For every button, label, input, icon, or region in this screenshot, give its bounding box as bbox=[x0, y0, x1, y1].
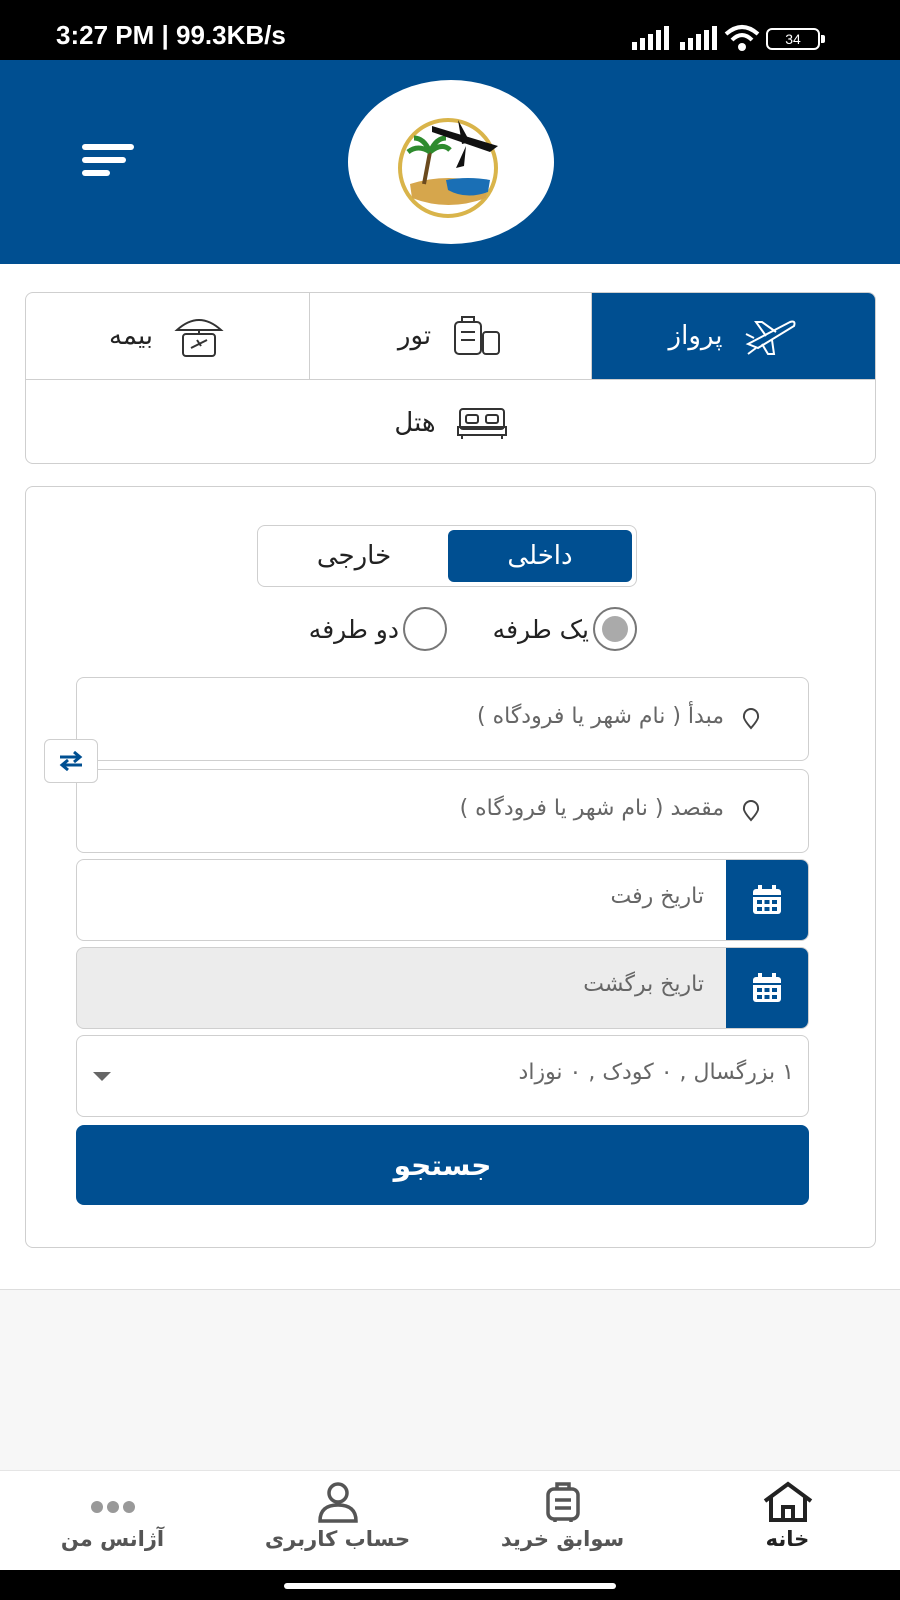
home-indicator[interactable] bbox=[284, 1583, 616, 1589]
nav-my-agency[interactable] bbox=[0, 1481, 225, 1571]
location-pin-icon bbox=[740, 800, 762, 822]
nav-account[interactable] bbox=[225, 1481, 450, 1571]
swap-icon bbox=[58, 751, 84, 771]
bed-icon bbox=[456, 405, 508, 441]
one-way-radio[interactable] bbox=[493, 607, 637, 651]
flight-type-toggle bbox=[257, 525, 637, 587]
search-card bbox=[0, 264, 900, 1290]
international-button[interactable]: خارجی bbox=[316, 541, 392, 571]
suitcase-icon bbox=[543, 1481, 583, 1523]
insurance-icon bbox=[173, 314, 225, 358]
flight-search-form bbox=[25, 486, 876, 1248]
chevron-down-icon bbox=[93, 1072, 111, 1081]
depart-date-placeholder: تاریخ رفت bbox=[610, 884, 704, 909]
user-icon bbox=[316, 1481, 360, 1523]
domestic-button[interactable]: داخلی bbox=[448, 530, 632, 582]
round-trip-radio-circle[interactable] bbox=[403, 607, 447, 651]
more-dots-icon bbox=[89, 1481, 137, 1523]
gesture-bar bbox=[0, 1570, 900, 1600]
tab-flight[interactable] bbox=[592, 293, 875, 379]
nav-account-label: حساب کاربری bbox=[264, 1527, 411, 1551]
home-icon bbox=[761, 1481, 815, 1523]
return-date-field bbox=[76, 947, 809, 1029]
battery-icon: 34 bbox=[766, 28, 820, 50]
passengers-value: ۱ بزرگسال , ۰ کودک , ۰ نوزاد bbox=[518, 1060, 794, 1085]
nav-home-label: خانه bbox=[765, 1527, 810, 1551]
origin-placeholder: مبدأ ( نام شهر یا فرودگاه ) bbox=[477, 704, 724, 729]
signal-icon bbox=[680, 26, 720, 50]
tab-tour-label: تور bbox=[397, 321, 432, 351]
depart-date-field[interactable] bbox=[76, 859, 809, 941]
calendar-icon bbox=[751, 972, 783, 1004]
status-bar bbox=[0, 0, 900, 60]
tab-insurance[interactable] bbox=[25, 293, 309, 379]
tab-insurance-label: بیمه bbox=[108, 321, 154, 351]
destination-placeholder: مقصد ( نام شهر یا فرودگاه ) bbox=[459, 796, 724, 821]
nav-home[interactable] bbox=[675, 1481, 900, 1571]
nav-my-agency-label: آژانس من bbox=[60, 1527, 165, 1551]
one-way-label: یک طرفه bbox=[492, 614, 589, 644]
tab-hotel-label: هتل bbox=[394, 407, 436, 438]
round-trip-radio[interactable] bbox=[309, 607, 447, 651]
round-trip-label: دو طرفه bbox=[308, 614, 399, 644]
status-time: 3:27 PM | 99.3KB/s bbox=[56, 20, 286, 50]
app-header bbox=[0, 60, 900, 264]
nav-purchase-history-label: سوابق خرید bbox=[500, 1527, 625, 1551]
tab-flight-label: پرواز bbox=[668, 321, 723, 351]
signal-icon bbox=[632, 26, 672, 50]
wifi-icon bbox=[724, 24, 760, 52]
depart-calendar-button[interactable] bbox=[726, 860, 808, 940]
tab-tour[interactable] bbox=[309, 293, 592, 379]
nav-purchase-history[interactable] bbox=[450, 1481, 675, 1571]
location-pin-icon bbox=[740, 708, 762, 730]
calendar-icon bbox=[751, 884, 783, 916]
luggage-icon bbox=[451, 314, 503, 358]
return-date-placeholder: تاریخ برگشت bbox=[583, 972, 704, 997]
bottom-nav bbox=[0, 1470, 900, 1570]
one-way-radio-circle[interactable] bbox=[593, 607, 637, 651]
trip-type bbox=[26, 607, 877, 653]
tab-hotel[interactable] bbox=[26, 379, 876, 464]
menu-icon[interactable] bbox=[82, 144, 134, 184]
airplane-icon bbox=[742, 314, 798, 358]
passengers-select[interactable] bbox=[76, 1035, 809, 1117]
search-button[interactable]: جستجو bbox=[76, 1125, 809, 1205]
origin-field[interactable] bbox=[76, 677, 809, 761]
app-logo bbox=[348, 80, 554, 244]
service-tabs bbox=[25, 292, 876, 464]
destination-field[interactable] bbox=[76, 769, 809, 853]
return-calendar-button bbox=[726, 948, 808, 1028]
swap-button[interactable] bbox=[44, 739, 98, 783]
